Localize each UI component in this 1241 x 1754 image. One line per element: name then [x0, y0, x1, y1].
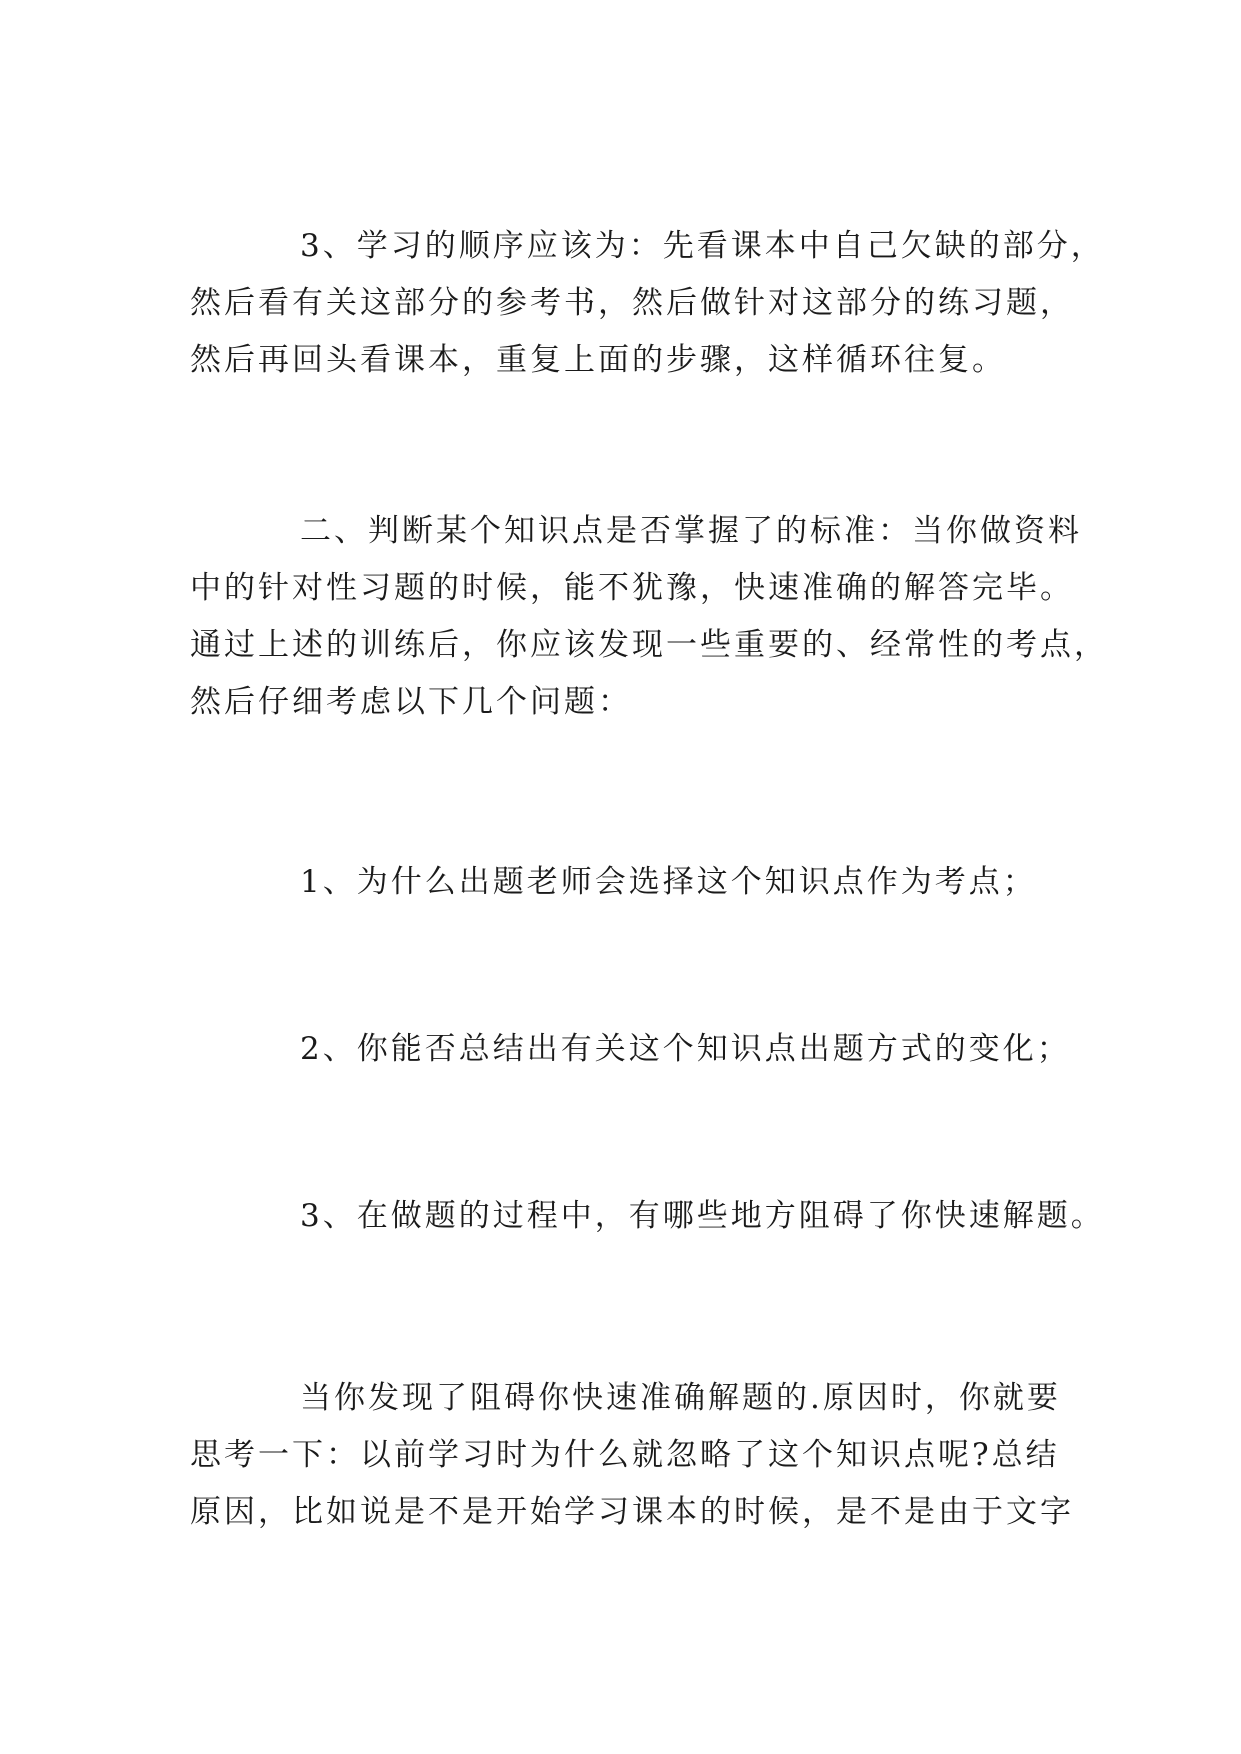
text-line: 原因，比如说是不是开始学习课本的时候，是不是由于文字 — [190, 1494, 1074, 1530]
paragraph-mastery-standard — [190, 503, 1108, 731]
paragraph-study-order — [190, 218, 1105, 389]
text-line: 然后仔细考虑以下几个问题： — [190, 684, 632, 720]
text-line: 3、学习的顺序应该为：先看课本中自己欠缺的部分， — [300, 228, 1105, 264]
text-line: 思考一下：以前学习时为什么就忽略了这个知识点呢?总结 — [190, 1437, 1060, 1473]
text-line: 二、判断某个知识点是否掌握了的标准：当你做资料 — [300, 513, 1082, 549]
text-line: 通过上述的训练后，你应该发现一些重要的、经常性的考点， — [190, 627, 1108, 663]
paragraph-reflection — [190, 1370, 1074, 1541]
text-line: 中的针对性习题的时候，能不犹豫，快速准确的解答完毕。 — [190, 570, 1074, 606]
text-line: 然后看有关这部分的参考书，然后做针对这部分的练习题， — [190, 285, 1074, 321]
question-item-3: 3、在做题的过程中，有哪些地方阻碍了你快速解题。 — [300, 1198, 1105, 1234]
question-item-1: 1、为什么出题老师会选择这个知识点作为考点； — [300, 864, 1037, 900]
text-line: 然后再回头看课本，重复上面的步骤，这样循环往复。 — [190, 342, 1006, 378]
text-line: 当你发现了阻碍你快速准确解题的.原因时，你就要 — [300, 1380, 1061, 1416]
question-item-2: 2、你能否总结出有关这个知识点出题方式的变化； — [300, 1031, 1071, 1067]
